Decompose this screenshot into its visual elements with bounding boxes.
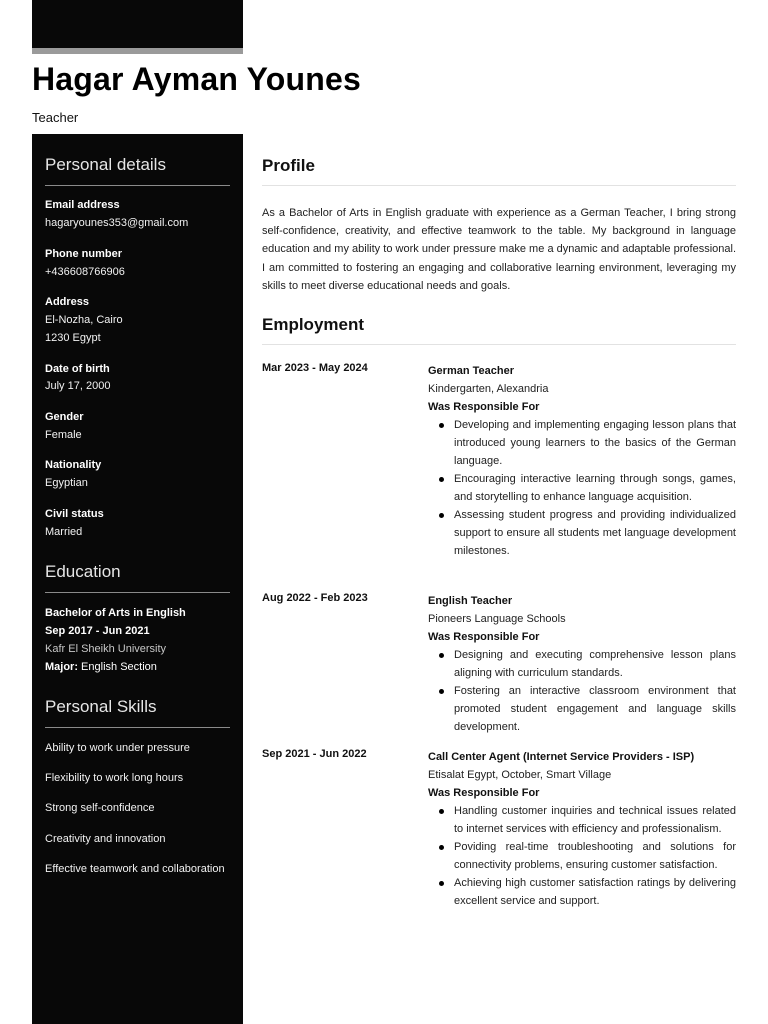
job-details [428,362,736,560]
job-employer: Etisalat Egypt, October, Smart Village [428,769,612,781]
gender-value: Female [45,429,82,441]
civil-status-value: Married [45,526,83,538]
education-heading: Education [45,562,230,593]
job-bullets [428,416,736,560]
header-decor-stripe [32,48,243,54]
skill-item: Ability to work under pressure [45,742,190,754]
job-details [428,592,736,736]
dob-value: July 17, 2000 [45,380,111,392]
job-bullets [428,802,736,910]
job-bullet: Designing and executing comprehensive lesson plans aligning with curriculum standards. [428,646,736,682]
candidate-name: Hagar Ayman Younes [32,61,362,97]
employment-heading: Employment [262,315,736,345]
job-role: English Teacher [428,595,513,607]
skill-item: Flexibility to work long hours [45,772,184,784]
job-responsibilities-label: Was Responsible For [428,787,540,799]
job-employer: Kindergarten, Alexandria [428,383,549,395]
profile-summary: As a Bachelor of Arts in English graduate with experience as a German Teacher, I bring strong self-confidence, creativity, and effective teamwork to the table. My background in language education and my ability to work under pressure make me a dynamic and adaptable professional. I am committed to fostering an engaging and collaborative learning environment, leveraging my skills to meet diverse educational needs and goals. [262,207,736,292]
education-major-label: Major: [45,661,78,673]
skill-item: Creativity and innovation [45,833,166,845]
address-line-2: 1230 Egypt [45,332,101,344]
job-responsibilities-label: Was Responsible For [428,631,540,643]
job-bullet: Fostering an interactive classroom environment that promoted student engagement and language skills development. [428,682,736,736]
education-dates: Sep 2017 - Jun 2021 [45,625,150,637]
job-employer: Pioneers Language Schools [428,613,566,625]
civil-status-label: Civil status [45,508,104,520]
header-decor-bar [32,0,243,48]
education-degree: Bachelor of Arts in English [45,607,186,619]
candidate-title: Teacher [32,110,79,125]
profile-heading: Profile [262,156,736,186]
education-major-value: English Section [78,661,157,673]
dob-label: Date of birth [45,363,110,375]
job-dates: Sep 2021 - Jun 2022 [262,748,367,760]
job-role: German Teacher [428,365,515,377]
job-bullet: Encouraging interactive learning through songs, games, and storytelling to enhance language acquisition. [428,470,736,506]
job-role: Call Center Agent (Internet Service Providers - ISP) [428,751,695,763]
job-bullet: Handling customer inquiries and technical issues related to internet services with efficiency and professionalism. [428,802,736,838]
skills-heading: Personal Skills [45,697,230,728]
skill-item: Strong self-confidence [45,802,155,814]
email-value: hagaryounes353@gmail.com [45,217,189,229]
nationality-label: Nationality [45,459,102,471]
gender-label: Gender [45,411,84,423]
sidebar [32,134,243,1024]
education-major [45,661,157,673]
address-line-1: El-Nozha, Cairo [45,314,123,326]
personal-details-heading: Personal details [45,155,230,186]
job-bullet: Developing and implementing engaging lesson plans that introduced young learners to the basics of the German language. [428,416,736,470]
address-label: Address [45,296,90,308]
phone-value: +436608766906 [45,266,125,278]
phone-label: Phone number [45,248,123,260]
email-label: Email address [45,199,120,211]
education-school: Kafr El Sheikh University [45,643,167,655]
job-dates: Mar 2023 - May 2024 [262,362,368,374]
job-details [428,748,736,910]
job-bullet: Poviding real-time troubleshooting and solutions for connectivity problems, ensuring customer satisfaction. [428,838,736,874]
skill-item: Effective teamwork and collaboration [45,863,225,875]
nationality-value: Egyptian [45,477,88,489]
job-dates: Aug 2022 - Feb 2023 [262,592,368,604]
job-bullet: Achieving high customer satisfaction ratings by delivering excellent service and support. [428,874,736,910]
job-responsibilities-label: Was Responsible For [428,401,540,413]
job-bullets [428,646,736,736]
job-bullet: Assessing student progress and providing individualized support to ensure all students met language development milestones. [428,506,736,560]
